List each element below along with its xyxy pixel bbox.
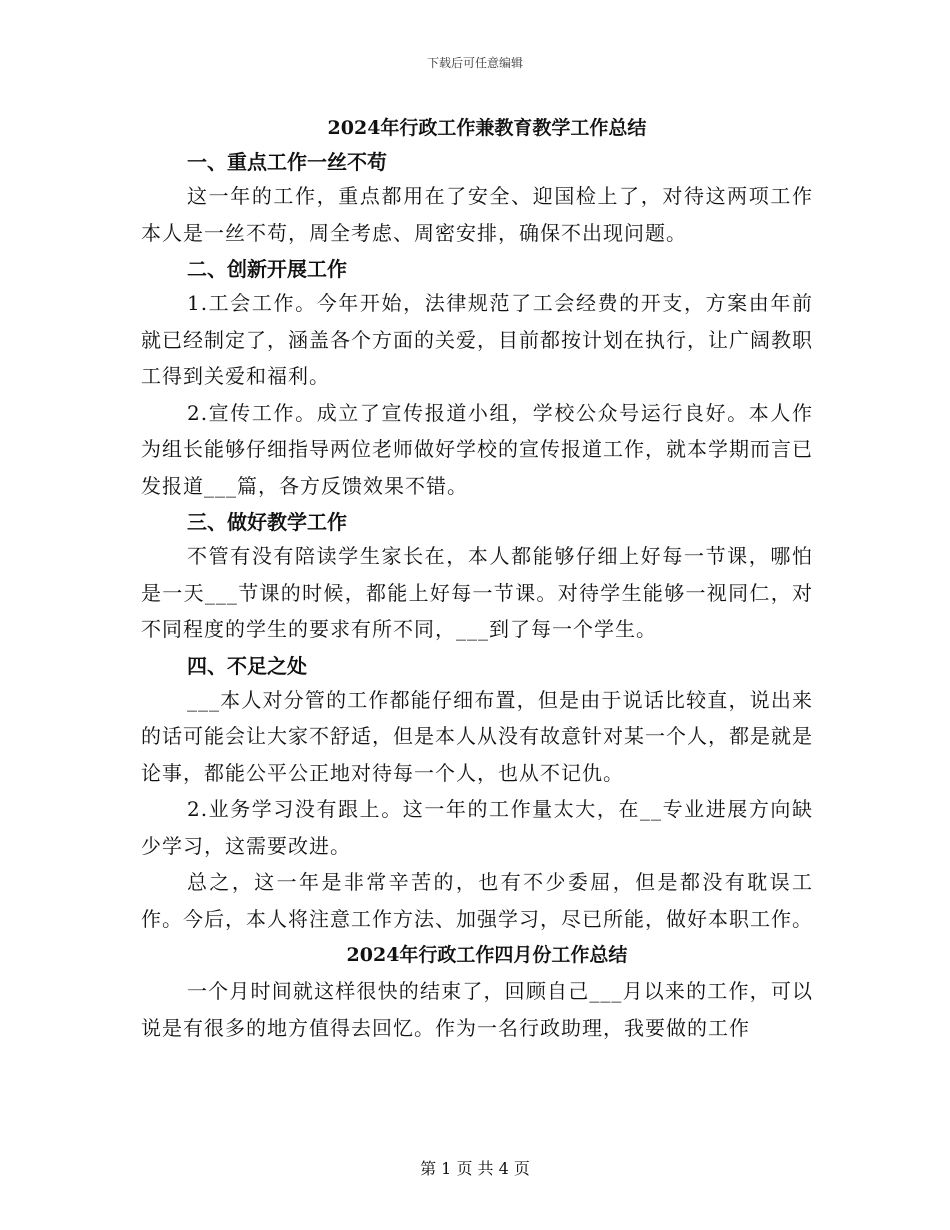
- paragraph: 一个月时间就这样很快的结束了，回顾自己___月以来的工作，可以说是有很多的地方值得去回忆。作为一名行政助理，我要做的工作: [141, 979, 813, 1040]
- section-heading: 三、做好教学工作: [187, 510, 347, 534]
- section-heading: 二、创新开展工作: [187, 257, 347, 281]
- document-body: [141, 112, 813, 1046]
- paragraph: 2.业务学习没有跟上。这一年的工作量太大，在__专业进展方向缺少学习，这需要改进。: [141, 797, 813, 858]
- section-heading: 一、重点工作一丝不苟: [187, 150, 387, 174]
- paragraph: 不管有没有陪读学生家长在，本人都能够仔细上好每一节课，哪怕是一天___节课的时候，都能上好每一节课。对待学生能够一视同仁，对不同程度的学生的要求有所不同，___到了每一个学生。: [141, 544, 813, 641]
- page-header: 下载后可任意编辑: [426, 56, 523, 70]
- paragraph: 总之，这一年是非常辛苦的，也有不少委屈，但是都没有耽误工作。今后，本人将注意工作方法、加强学习，尽已所能，做好本职工作。: [141, 870, 813, 931]
- paragraph: 1.工会工作。今年开始，法律规范了工会经费的开支，方案由年前就已经制定了，涵盖各个方面的关爱，目前都按计划在执行，让广阔教职工得到关爱和福利。: [141, 291, 813, 388]
- section-heading: 四、不足之处: [187, 653, 307, 678]
- paragraph: 这一年的工作，重点都用在了安全、迎国检上了，对待这两项工作本人是一丝不苟，周全考虑、周密安排，确保不出现问题。: [141, 184, 813, 245]
- paragraph: 2.宣传工作。成立了宣传报道小组，学校公众号运行良好。本人作为组长能够仔细指导两位老师做好学校的宣传报道工作，就本学期而言已发报道___篇，各方反馈效果不错。: [141, 400, 813, 498]
- second-document-title: 2024年行政工作四月份工作总结: [346, 944, 628, 966]
- page-footer: 第 1 页 共 4 页: [420, 1159, 530, 1178]
- paragraph: ___本人对分管的工作都能仔细布置，但是由于说话比较直，说出来的话可能会让大家不舒适，但是本人从没有故意针对某一个人，都是就是论事，都能公平公正地对待每一个人，也从不记仇。: [141, 687, 813, 785]
- document-title: 2024年行政工作兼教育教学工作总结: [327, 117, 647, 139]
